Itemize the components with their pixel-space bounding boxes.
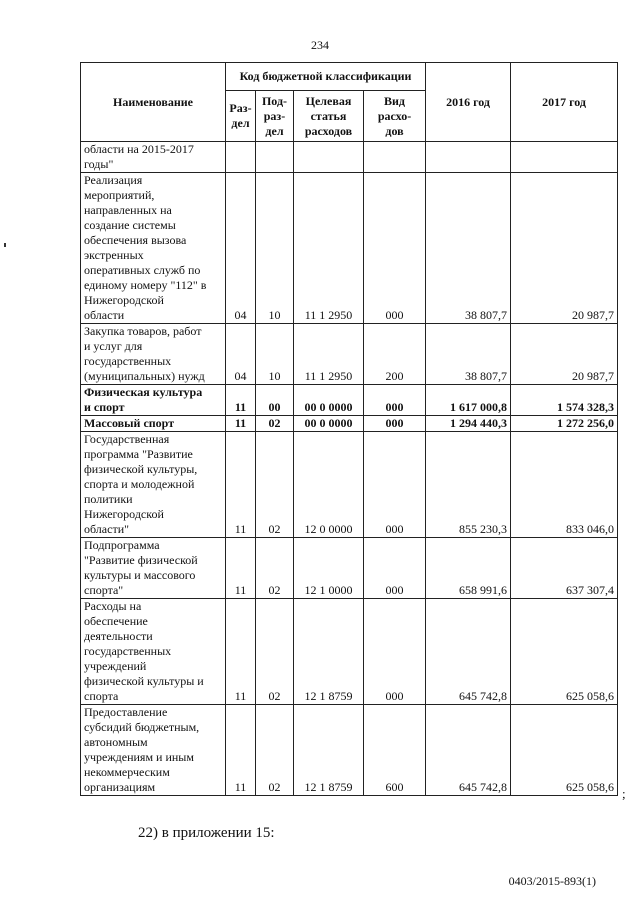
row-target-cell: 12 1 8759 (294, 599, 364, 705)
row-subsection-cell: 02 (256, 599, 294, 705)
table-row (81, 142, 618, 173)
row-name-cell: Предоставление субсидий бюджетным, автономным учреждениям и иным некоммерческим организациям (81, 705, 226, 796)
row-type-cell: 000 (364, 599, 426, 705)
row-target-cell (294, 142, 364, 173)
row-type-cell: 000 (364, 432, 426, 538)
row-2016-cell (426, 142, 511, 173)
row-2016-cell: 855 230,3 (426, 432, 511, 538)
row-2017-cell: 1 272 256,0 (511, 416, 618, 432)
scan-artifact-mark (4, 243, 6, 247)
row-2017-cell: 625 058,6 (511, 705, 618, 796)
row-type-cell: 000 (364, 173, 426, 324)
row-type-cell: 000 (364, 538, 426, 599)
row-target-cell: 12 1 8759 (294, 705, 364, 796)
header-expense-type: Вид расхо- дов (364, 91, 426, 142)
row-type-cell: 000 (364, 385, 426, 416)
page-number: 234 (311, 38, 329, 52)
row-subsection-cell: 02 (256, 432, 294, 538)
row-2017-cell: 20 987,7 (511, 173, 618, 324)
table-row (81, 705, 618, 796)
row-2017-cell: 637 307,4 (511, 538, 618, 599)
row-target-cell: 11 1 2950 (294, 324, 364, 385)
row-target-cell: 12 1 0000 (294, 538, 364, 599)
row-subsection-cell (256, 142, 294, 173)
row-name-cell: Физическая культура и спорт (81, 385, 226, 416)
row-section-cell: 11 (226, 432, 256, 538)
row-target-cell: 00 0 0000 (294, 385, 364, 416)
row-section-cell: 11 (226, 538, 256, 599)
header-target-article: Целевая статья расходов (294, 91, 364, 142)
row-subsection-cell: 02 (256, 705, 294, 796)
header-subsection: Под- раз- дел (256, 91, 294, 142)
row-section-cell: 11 (226, 416, 256, 432)
row-2017-cell: 625 058,6 (511, 599, 618, 705)
trailing-semicolon: ; (622, 786, 626, 801)
table-body (81, 142, 618, 796)
row-2016-cell: 658 991,6 (426, 538, 511, 599)
row-2016-cell: 645 742,8 (426, 705, 511, 796)
row-type-cell: 600 (364, 705, 426, 796)
document-code: 0403/2015-893(1) (508, 874, 596, 888)
table-row (81, 432, 618, 538)
row-name-cell: Реализация мероприятий, направленных на создание системы обеспечения вызова экстренных оперативных служб по единому номеру "112" в Нижегородской области (81, 173, 226, 324)
row-section-cell: 11 (226, 385, 256, 416)
row-section-cell (226, 142, 256, 173)
row-subsection-cell: 00 (256, 385, 294, 416)
row-name-cell: Расходы на обеспечение деятельности государственных учреждений физической культуры и спорта (81, 599, 226, 705)
row-subsection-cell: 10 (256, 324, 294, 385)
row-subsection-cell: 10 (256, 173, 294, 324)
row-2016-cell: 38 807,7 (426, 173, 511, 324)
row-section-cell: 04 (226, 173, 256, 324)
row-2017-cell (511, 142, 618, 173)
row-type-cell: 000 (364, 416, 426, 432)
row-2016-cell: 645 742,8 (426, 599, 511, 705)
row-2017-cell: 20 987,7 (511, 324, 618, 385)
row-name-cell: Государственная программа "Развитие физической культуры, спорта и молодежной политики Нижегородской области" (81, 432, 226, 538)
row-type-cell (364, 142, 426, 173)
table-row (81, 538, 618, 599)
row-section-cell: 11 (226, 705, 256, 796)
header-2017: 2017 год (511, 63, 618, 142)
row-target-cell: 12 0 0000 (294, 432, 364, 538)
row-type-cell: 200 (364, 324, 426, 385)
row-name-cell: Подпрограмма "Развитие физической культуры и массового спорта" (81, 538, 226, 599)
row-name-cell: Закупка товаров, работ и услуг для государственных (муниципальных) нужд (81, 324, 226, 385)
table-row (81, 385, 618, 416)
row-subsection-cell: 02 (256, 416, 294, 432)
row-target-cell: 00 0 0000 (294, 416, 364, 432)
appendix-heading: 22) в приложении 15: (138, 825, 275, 841)
row-2017-cell: 833 046,0 (511, 432, 618, 538)
row-2017-cell: 1 574 328,3 (511, 385, 618, 416)
row-2016-cell: 38 807,7 (426, 324, 511, 385)
header-name: Наименование (81, 63, 226, 142)
header-code-group: Код бюджетной классификации (226, 63, 426, 91)
budget-table (80, 62, 618, 796)
row-target-cell: 11 1 2950 (294, 173, 364, 324)
header-2016: 2016 год (426, 63, 511, 142)
row-section-cell: 11 (226, 599, 256, 705)
table-row (81, 324, 618, 385)
row-section-cell: 04 (226, 324, 256, 385)
row-2016-cell: 1 294 440,3 (426, 416, 511, 432)
row-2016-cell: 1 617 000,8 (426, 385, 511, 416)
row-subsection-cell: 02 (256, 538, 294, 599)
table-row (81, 173, 618, 324)
row-name-cell: Массовый спорт (81, 416, 226, 432)
row-name-cell: области на 2015-2017 годы" (81, 142, 226, 173)
header-section: Раз- дел (226, 91, 256, 142)
table-row (81, 416, 618, 432)
table-row (81, 599, 618, 705)
